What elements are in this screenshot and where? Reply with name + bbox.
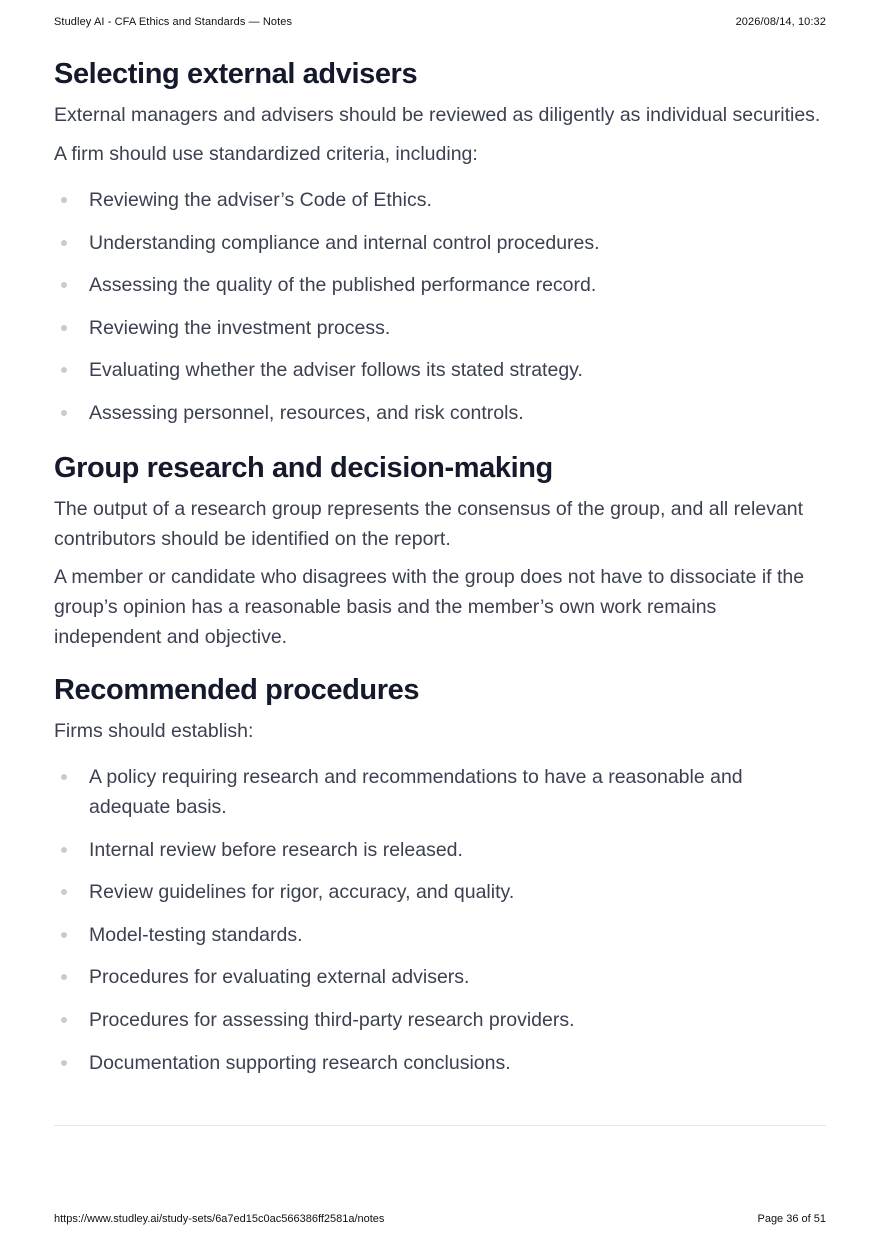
notes-content	[54, 56, 826, 1078]
list-item	[54, 398, 826, 428]
paragraph: The output of a research group represents the consensus of the group, and all relevant contributors should be identified on the report.	[54, 497, 804, 550]
bullet-icon	[61, 197, 67, 203]
bullet-icon	[61, 847, 67, 853]
print-footer-page-number: Page 36 of 51	[757, 1213, 826, 1225]
bullet-icon	[61, 774, 67, 780]
list-item	[54, 762, 826, 822]
list-item-text: Internal review before research is released.	[89, 838, 463, 861]
paragraph: Firms should establish:	[54, 719, 254, 742]
list-item-text: A policy requiring research and recommendations to have a reasonable and adequate basis.	[89, 765, 743, 818]
list-item-text: Procedures for assessing third-party research providers.	[89, 1008, 575, 1031]
list-item-text: Evaluating whether the adviser follows its stated strategy.	[89, 359, 583, 382]
bullet-icon	[61, 932, 67, 938]
bullet-icon	[61, 410, 67, 416]
list-item	[54, 920, 826, 950]
print-header-title: Studley AI - CFA Ethics and Standards — Notes	[54, 16, 293, 28]
list-item	[54, 1005, 826, 1035]
list-item-text: Review guidelines for rigor, accuracy, and quality.	[89, 881, 515, 904]
bullet-icon	[61, 325, 67, 331]
list-item	[54, 835, 826, 865]
paragraph: A member or candidate who disagrees with the group does not have to dissociate if the group’s opinion has a reasonable basis and the member’s own work remains independent and objective.	[54, 565, 805, 648]
bullet-icon	[61, 889, 67, 895]
list-item	[54, 313, 826, 343]
list-item	[54, 1048, 826, 1078]
bullet-icon	[61, 1017, 67, 1023]
print-header-datetime: 2026/08/14, 10:32	[735, 16, 826, 28]
list-item	[54, 228, 826, 258]
list-item-text: Procedures for evaluating external advisers.	[89, 966, 470, 989]
bullet-icon	[61, 367, 67, 373]
list-item-text: Documentation supporting research conclusions.	[89, 1051, 511, 1074]
section-heading-group-research: Group research and decision-making	[54, 451, 553, 484]
bullet-icon	[61, 1060, 67, 1066]
list-item	[54, 270, 826, 300]
list-item	[54, 877, 826, 907]
list-item	[54, 355, 826, 385]
list-item	[54, 962, 826, 992]
section-heading-external-advisers: Selecting external advisers	[54, 58, 418, 90]
procedures-list	[54, 762, 826, 1078]
list-item-text: Model-testing standards.	[89, 923, 303, 946]
paragraph: External managers and advisers should be reviewed as diligently as individual securities.	[54, 104, 821, 126]
print-footer-url: https://www.studley.ai/study-sets/6a7ed15c0ac566386ff2581a/notes	[54, 1213, 385, 1225]
list-item	[54, 185, 826, 215]
list-item-text: Understanding compliance and internal control procedures.	[89, 231, 600, 254]
list-item-text: Assessing the quality of the published performance record.	[89, 274, 597, 297]
section-heading-recommended-procedures: Recommended procedures	[54, 673, 420, 706]
list-item-text: Assessing personnel, resources, and risk controls.	[89, 401, 524, 424]
bullet-icon	[61, 974, 67, 980]
paragraph: A firm should use standardized criteria, including:	[54, 143, 478, 165]
bullet-icon	[61, 240, 67, 246]
bullet-icon	[61, 282, 67, 288]
list-item-text: Reviewing the investment process.	[89, 316, 391, 339]
divider	[54, 1125, 826, 1126]
list-item-text: Reviewing the adviser’s Code of Ethics.	[89, 189, 432, 211]
criteria-list	[54, 185, 826, 428]
